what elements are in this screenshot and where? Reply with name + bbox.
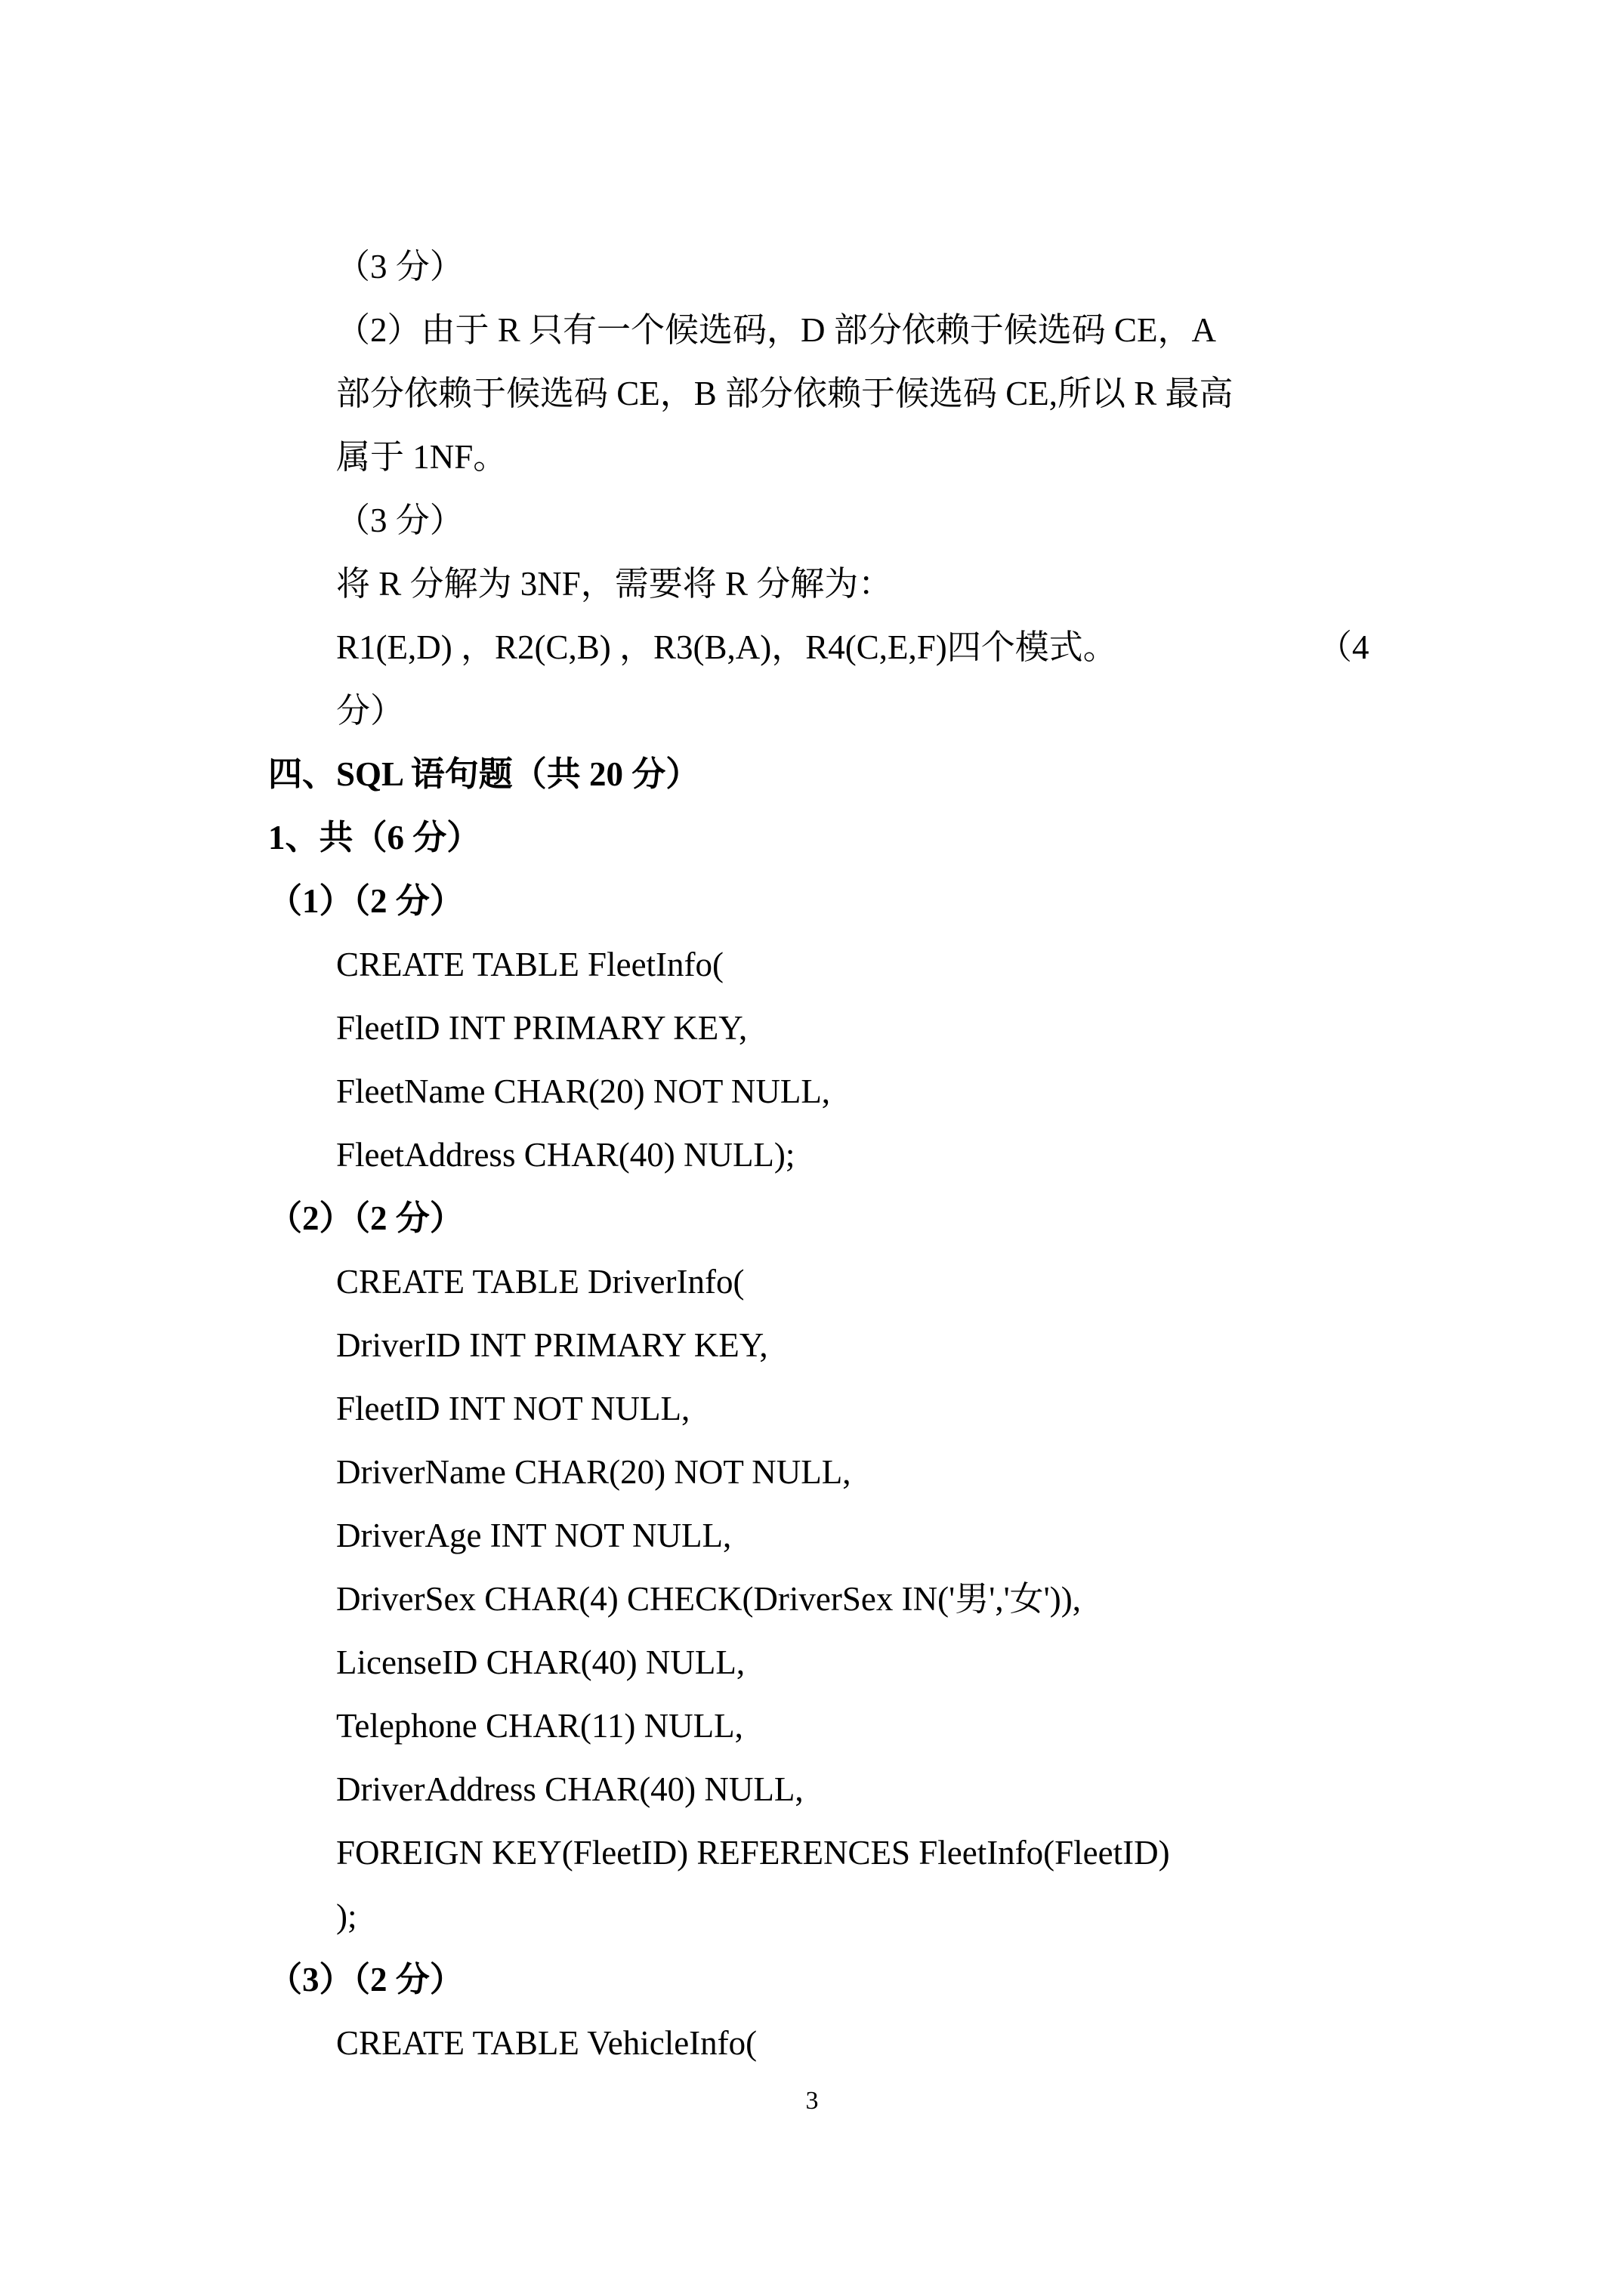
sql-line: FOREIGN KEY(FleetID) REFERENCES FleetInfo(FleetID) — [336, 1834, 1170, 1872]
page-number: 3 — [805, 2087, 819, 2115]
answer-2-line-2: 部分依赖于候选码 CE，B 部分依赖于候选码 CE,所以 R 最高 — [336, 375, 1233, 412]
sql-line: CREATE TABLE DriverInfo( — [336, 1263, 745, 1301]
sub-question-3-heading: （3）（2 分） — [268, 1961, 464, 1998]
sql-line: LicenseID CHAR(40) NULL, — [336, 1643, 746, 1681]
decomposition-result: R1(E,D) ，R2(C,B) ，R3(B,A)，R4(C,E,F)四个模式。 — [336, 628, 1117, 666]
sql-line: DriverAge INT NOT NULL, — [336, 1517, 732, 1554]
sql-line: FleetAddress CHAR(40) NULL); — [336, 1136, 795, 1174]
answer-2-line-1: （2）由于 R 只有一个候选码，D 部分依赖于候选码 CE，A — [336, 311, 1217, 349]
question-1-heading: 1、共（6 分） — [268, 819, 481, 856]
sql-line: ); — [336, 1897, 357, 1935]
sql-line: DriverAddress CHAR(40) NULL, — [336, 1770, 804, 1808]
score-note-1: （3 分） — [336, 248, 464, 285]
sql-line: CREATE TABLE FleetInfo( — [336, 946, 724, 983]
sql-line: DriverName CHAR(20) NOT NULL, — [336, 1453, 851, 1491]
decomposition-intro: 将 R 分解为 3NF，需要将 R 分解为： — [336, 565, 893, 603]
sql-line: FleetID INT PRIMARY KEY, — [336, 1009, 748, 1047]
score-note-2: （3 分） — [336, 501, 464, 539]
score-note-3-part-1: （4 — [1318, 628, 1369, 666]
answer-2-line-3: 属于 1NF。 — [336, 438, 508, 476]
sql-line: CREATE TABLE VehicleInfo( — [336, 2024, 758, 2062]
sql-line: Telephone CHAR(11) NULL, — [336, 1707, 743, 1745]
sub-question-1-heading: （1）（2 分） — [268, 882, 464, 920]
sql-line: FleetName CHAR(20) NOT NULL, — [336, 1072, 831, 1110]
sub-question-2-heading: （2）（2 分） — [268, 1199, 464, 1237]
score-note-3-part-2: 分） — [336, 692, 405, 730]
section-heading-sql: 四、SQL 语句题（共 20 分） — [268, 755, 700, 793]
sql-line: DriverSex CHAR(4) CHECK(DriverSex IN('男','女')), — [336, 1580, 1082, 1618]
sql-line: FleetID INT NOT NULL, — [336, 1390, 690, 1427]
sql-line: DriverID INT PRIMARY KEY, — [336, 1326, 768, 1364]
